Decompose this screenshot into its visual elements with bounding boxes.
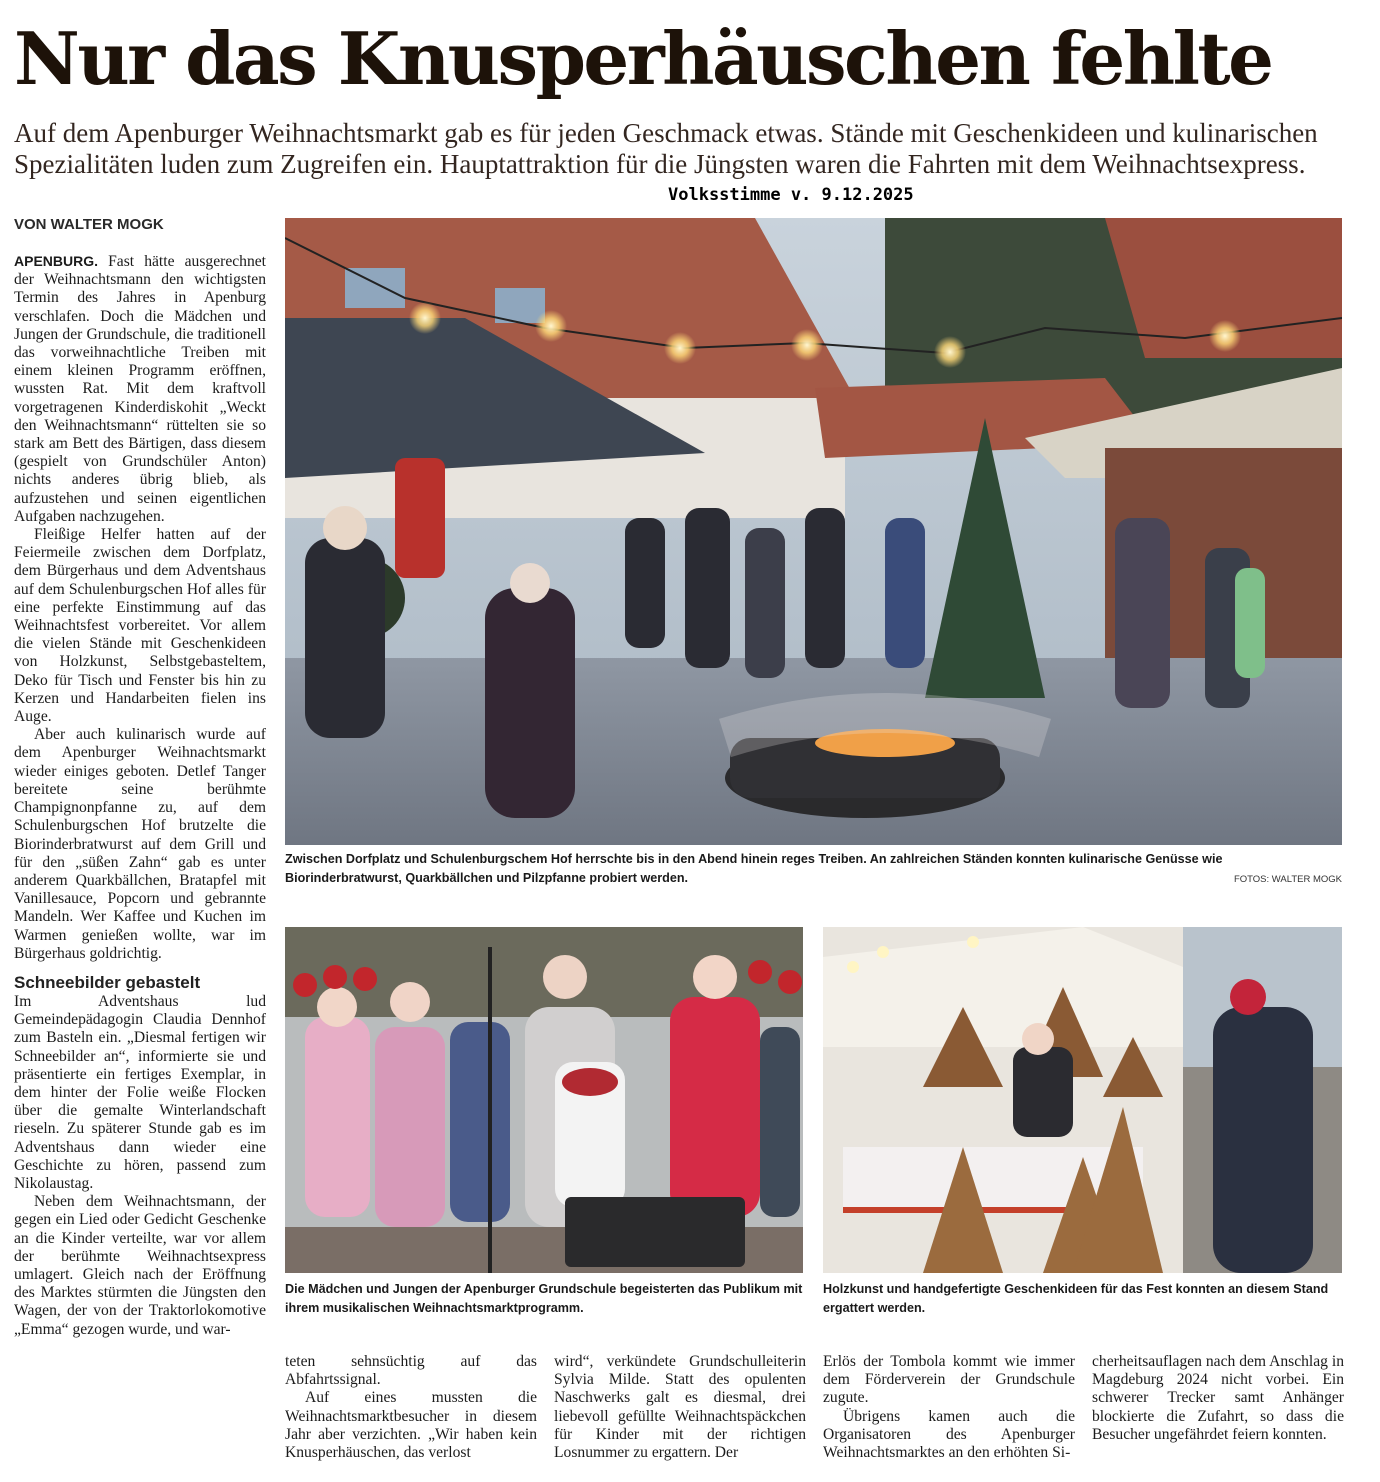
dateline: APENBURG. — [14, 253, 99, 269]
photo-market-courtyard — [285, 218, 1342, 845]
source-note: Volksstimme v. 9.12.2025 — [668, 185, 914, 205]
paragraph: teten sehnsüchtig auf das Abfahrtssignal. — [285, 1353, 537, 1389]
photo-caption-main: Zwischen Dorfplatz und Schulenburgschem Hof herrschte bis in den Abend hinein reges Treiben. An zahlreichen Ständen konnten kulinarische Genüsse wie Biorinderbratwurst, Quarkbällchen und Pilzpfanne probiert werden. — [285, 852, 1223, 885]
paragraph: cherheitsauflagen nach dem Anschlag in Magdeburg 2024 nicht vorbei. Ein schwerer Trecker samt Anhänger blockierte die Zufahrt, so dass die Besucher ungefährdet feiern konnten. — [1092, 1353, 1344, 1443]
paragraph: Aber auch kulinarisch wurde auf dem Apenburger Weihnachtsmarkt wieder einiges geboten. Detlef Tanger bereitete seine berühmte Champignonpfanne zu, auf dem Schulenburgschen Hof brutzelte die Biorinderbratwurst auf dem Grill und für den „süßen Zahn“ gab es unter anderem Quarkbällchen, Bratapfel mit Vanillesauce, Popcorn und gebrannte Mandeln. Wer Kaffee und Kuchen im Warmen genießen wollte, war im Bürgerhaus goldrichtig. — [14, 726, 266, 962]
photo-craft-stand — [823, 927, 1342, 1273]
paragraph: Erlös der Tombola kommt wie immer dem Förderverein der Grundschule zugute. — [823, 1353, 1075, 1407]
paragraph-text: Fast hätte ausgerechnet der Weihnachtsmann den wichtigsten Termin des Jahres in Apenburg verschlafen. Doch die Mädchen und Jungen der Grundschule, die traditionell das vorweihnachtliche Treiben mit einem kleinen Programm eröffnen, wussten Rat. Mit dem kraftvoll vorgetragenen Kinderdiskohit „Weckt den Weihnachtsmann“ rüttelten sie so stark am Bett des Bärtigen, dass diesem (gespielt von Grundschüler Anton) nichts anderes übrig blieb, als aufzustehen und seinen eigentlichen Aufgaben nachzugehen. — [14, 253, 266, 525]
paragraph: Im Adventshaus lud Gemeindepädagogin Claudia Dennhof zum Basteln ein. „Diesmal fertigen wir Schneebilder an“, informierte sie und präsentierte ein fertiges Exemplar, in dem hinter der Folie weiße Flocken über die gemalte Winterlandschaft rieseln. Zu späterer Stunde gab es im Adventshaus dann wieder eine Geschichte zu hören, passend zum Nikolaustag. — [14, 992, 266, 1192]
photo-caption-kids: Die Mädchen und Jungen der Apenburger Grundschule begeisterten das Publikum mit ihrem musikalischen Weihnachtsmarktprogramm. — [285, 1282, 803, 1315]
photo-credit: FOTOS: WALTER MOGK — [1233, 874, 1342, 885]
article-column-left — [14, 252, 266, 1474]
photo-school-children — [285, 927, 803, 1273]
byline: VON WALTER MOGK — [14, 216, 164, 233]
photo-caption-stand: Holzkunst und handgefertigte Geschenkideen für das Fest konnten an diesem Stand ergattert werden. — [823, 1282, 1329, 1315]
paragraph: Fleißige Helfer hatten auf der Feiermeile zwischen dem Dorfplatz, dem Bürgerhaus und dem Adventshaus auf dem Schulenburgschen Hof alles für eine perfekte Einstimmung auf das Weihnachtsfest vorbereitet. Vor allem die vielen Stände mit Geschenkideen von Holzkunst, Selbstgebasteltem, Deko für Tisch und Fenster bis hin zu Kerzen und Handarbeiten fielen ins Auge. — [14, 526, 266, 726]
headline: Nur das Knusperhäuschen fehlte — [14, 16, 1272, 101]
section-subhead: Schneebilder gebastelt — [14, 972, 201, 992]
article-column-3 — [554, 1353, 806, 1471]
paragraph: Auf eines mussten die Weihnachtsmarktbesucher in diesem Jahr aber verzichten. „Wir haben kein Knusperhäuschen, das verlost — [285, 1389, 537, 1462]
article-column-2 — [285, 1353, 537, 1471]
article-column-5 — [1092, 1353, 1344, 1471]
paragraph — [14, 252, 266, 526]
article-column-4 — [823, 1353, 1075, 1471]
paragraph: wird“, verkündete Grundschulleiterin Sylvia Milde. Statt des opulenten Naschwerks galt es diesmal, drei liebevoll gefüllte Weihnachtspäckchen für Kinder mit der richtigen Losnummer zu ergattern. Der — [554, 1353, 806, 1462]
subheadline: Auf dem Apenburger Weihnachtsmarkt gab es für jeden Geschmack etwas. Stände mit Geschenkideen und kulinarischen Spezialitäten luden zum Zugreifen ein. Hauptattraktion für die Jüngsten waren die Fahrten mit dem Weihnachtsexpress. — [14, 118, 1318, 179]
paragraph: Neben dem Weihnachtsmann, der gegen ein Lied oder Gedicht Geschenke an die Kinder verteilte, war vor allem der berühmte Weihnachtsexpress umlagert. Gleich nach der Eröffnung des Marktes stürmten die Jüngsten den Wagen, der von der Traktorlokomotive „Emma“ gezogen wurde, und war- — [14, 1193, 266, 1338]
paragraph: Übrigens kamen auch die Organisatoren des Apenburger Weihnachtsmarktes an den erhöhten Si- — [823, 1407, 1075, 1462]
